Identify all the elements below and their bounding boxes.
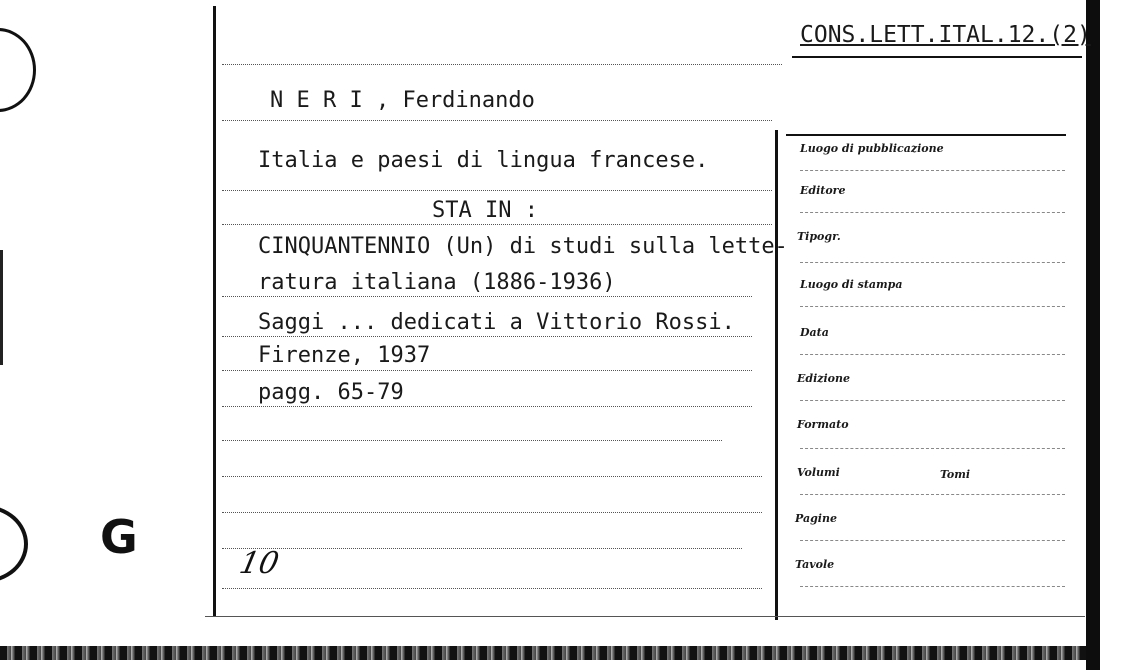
guide-line [222, 512, 762, 513]
left-margin-letter: G [100, 510, 138, 564]
guide-line [222, 370, 752, 371]
form-top-rule [786, 134, 1066, 136]
title: Italia e paesi di lingua francese. [258, 148, 709, 173]
form-field-line [800, 170, 1065, 171]
card-left-border [213, 6, 216, 616]
form-field-tipografo: Tipogr. [797, 230, 841, 243]
form-field-line [800, 306, 1065, 307]
guide-line [222, 190, 772, 191]
guide-line [222, 64, 782, 65]
guide-line [222, 476, 762, 477]
source-line: ratura italiana (1886-1936) [258, 270, 616, 295]
source-line: pagg. 65-79 [258, 380, 404, 405]
source-line: CINQUANTENNIO (Un) di studi sulla lette- [258, 234, 788, 259]
form-field-volumi: Volumi [797, 466, 840, 479]
sta-in-label: STA IN : [432, 198, 538, 223]
guide-line [222, 588, 762, 589]
left-edge-mark [0, 250, 3, 365]
form-field-line [800, 354, 1065, 355]
bottom-rule [205, 616, 1085, 617]
form-field-line [800, 494, 1065, 495]
bottom-scan-edge [0, 646, 1086, 660]
handwritten-number: 10 [236, 546, 282, 581]
call-number-rule [792, 56, 1082, 58]
form-field-edizione: Edizione [797, 372, 851, 385]
form-field-line [800, 448, 1065, 449]
call-number: CONS.LETT.ITAL.12.(2) [800, 22, 1091, 48]
guide-line [222, 296, 752, 297]
card-right-strip [1100, 0, 1123, 670]
form-field-data: Data [800, 326, 829, 339]
form-field-luogo-pubblicazione: Luogo di pubblicazione [800, 142, 944, 155]
guide-line [222, 548, 742, 549]
form-field-editore: Editore [800, 184, 846, 197]
left-stamp-arc [0, 505, 28, 583]
guide-line [222, 440, 722, 441]
source-line: Saggi ... dedicati a Vittorio Rossi. [258, 310, 735, 335]
form-field-line [800, 400, 1065, 401]
left-stamp-circle [0, 28, 36, 112]
guide-line [222, 406, 752, 407]
form-divider [775, 130, 778, 620]
form-field-tomi: Tomi [940, 468, 971, 481]
form-field-line [800, 586, 1065, 587]
form-field-line [800, 212, 1065, 213]
author: N E R I , Ferdinando [270, 88, 535, 113]
form-field-tavole: Tavole [795, 558, 835, 571]
form-field-pagine: Pagine [795, 512, 837, 525]
guide-line [222, 120, 772, 121]
form-field-line [800, 540, 1065, 541]
guide-line [222, 336, 752, 337]
form-field-line [800, 262, 1065, 263]
source-line: Firenze, 1937 [258, 343, 431, 368]
guide-line [222, 224, 772, 225]
form-field-formato: Formato [797, 418, 849, 431]
form-field-luogo-stampa: Luogo di stampa [800, 278, 903, 291]
card-right-edge [1086, 0, 1100, 670]
